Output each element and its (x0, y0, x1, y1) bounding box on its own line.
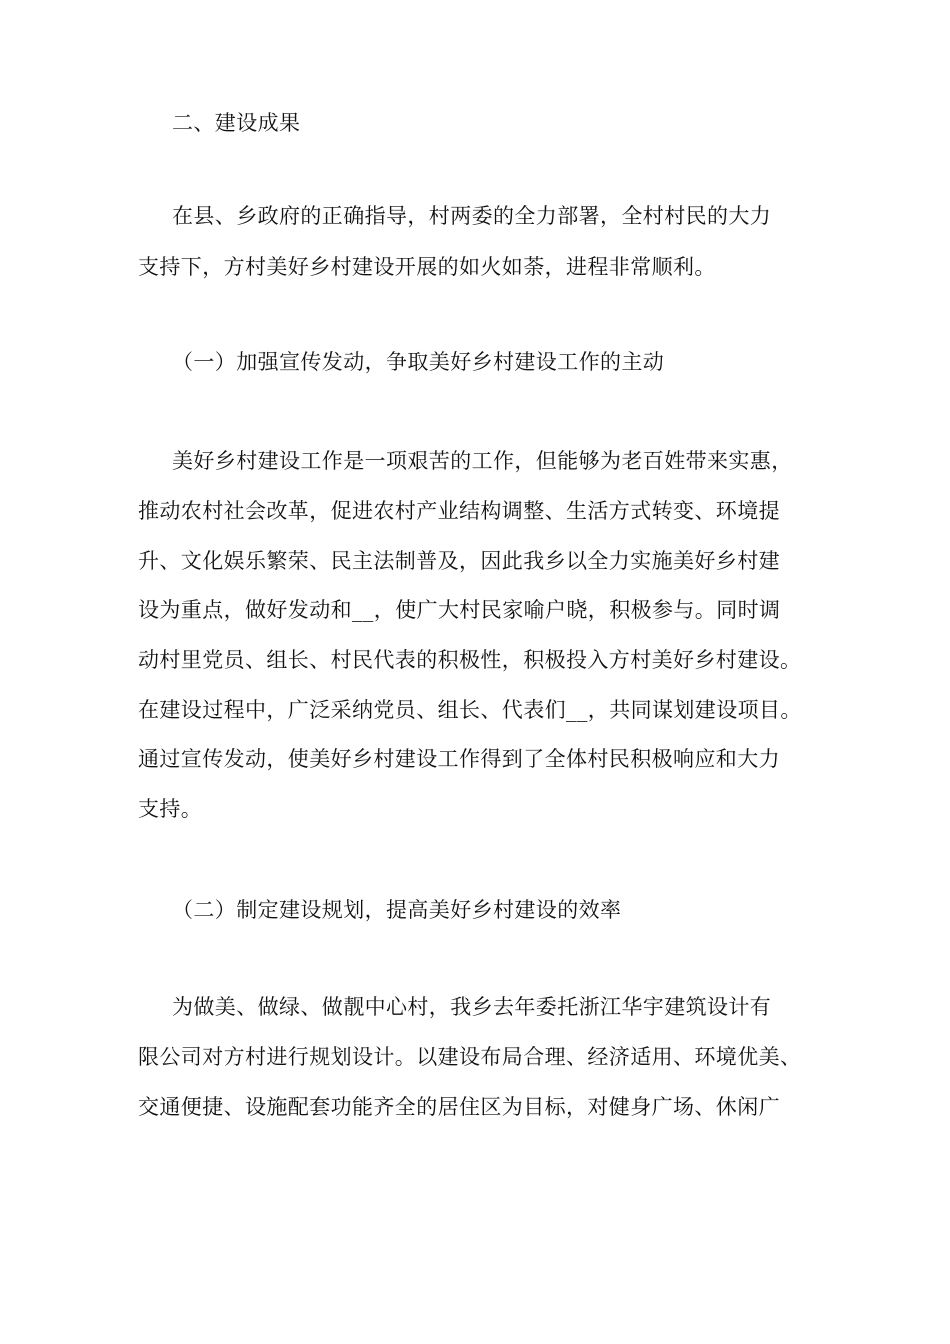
section-heading: 二、建设成果 (172, 111, 301, 135)
paragraph-line: 动村里党员、组长、村民代表的积极性，积极投入方村美好乡村建设。 (138, 648, 802, 672)
paragraph-line: 限公司对方村进行规划设计。以建设布局合理、经济适用、环境优美、 (138, 1045, 802, 1069)
paragraph-line: 在建设过程中，广泛采纳党员、组长、代表们__，共同谋划建设项目。 (138, 698, 802, 722)
paragraph-line: 升、文化娱乐繁荣、民主法制普及，因此我乡以全力实施美好乡村建 (138, 549, 780, 573)
paragraph-line: 设为重点，做好发动和__，使广大村民家喻户晓，积极参与。同时调 (138, 598, 781, 622)
intro-line-1: 在县、乡政府的正确指导，村两委的全力部署，全村村民的大力 (172, 204, 772, 228)
subsection-title-1: （一）加强宣传发动，争取美好乡村建设工作的主动 (172, 350, 665, 374)
paragraph-line: 支持。 (138, 797, 203, 821)
paragraph-line: 推动农村社会改革，促进农村产业结构调整、生活方式转变、环境提 (138, 499, 780, 523)
intro-line-2: 支持下，方村美好乡村建设开展的如火如荼，进程非常顺利。 (138, 255, 716, 279)
paragraph-line: 通过宣传发动，使美好乡村建设工作得到了全体村民积极响应和大力 (138, 747, 780, 771)
paragraph-line: 交通便捷、设施配套功能齐全的居住区为目标，对健身广场、休闲广 (138, 1095, 780, 1119)
paragraph-line: 为做美、做绿、做靓中心村，我乡去年委托浙江华宇建筑设计有 (172, 995, 772, 1019)
paragraph-line: 美好乡村建设工作是一项艰苦的工作，但能够为老百姓带来实惠， (172, 449, 793, 473)
subsection-title-2: （二）制定建设规划，提高美好乡村建设的效率 (172, 898, 622, 922)
